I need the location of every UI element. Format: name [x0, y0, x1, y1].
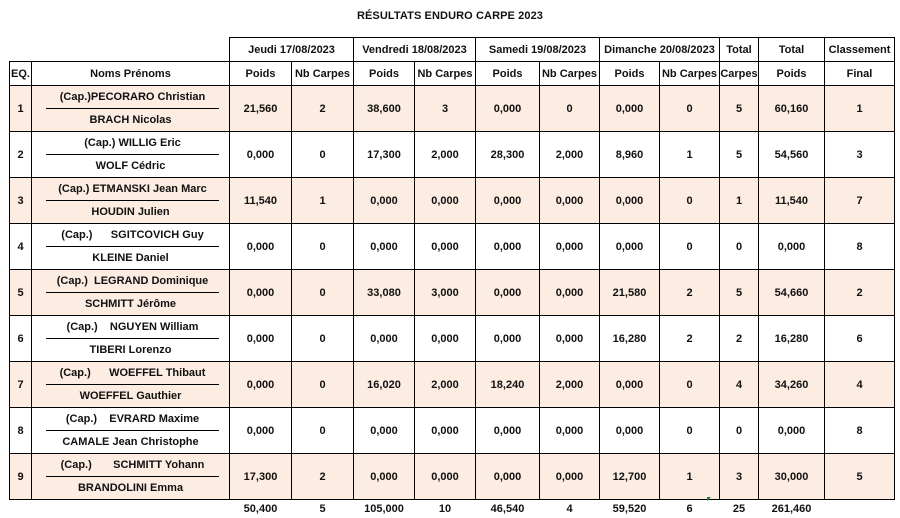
total-poids-cell: 0,000	[759, 408, 825, 454]
nb-carpes-cell: 0	[292, 132, 354, 178]
day-header: Vendredi 18/08/2023	[354, 38, 476, 62]
poids-cell: 0,000	[230, 224, 292, 270]
nb-carpes-cell: 0	[660, 86, 720, 132]
final-rank-cell: 6	[825, 316, 895, 362]
eq-number: 3	[10, 178, 32, 224]
captain-name: (Cap.) EVRARD Maxime	[46, 408, 219, 431]
nb-carpes-cell: 3,000	[415, 270, 476, 316]
poids-cell: 17,300	[230, 454, 292, 500]
poids-cell: 0,000	[476, 316, 540, 362]
teammate-name: CAMALE Jean Christophe	[32, 431, 229, 453]
nb-carpes-cell: 2,000	[540, 132, 600, 178]
total-carpes-cell: 4	[720, 362, 759, 408]
poids-cell: 38,600	[354, 86, 415, 132]
grand-total-cell: 261,460	[759, 500, 825, 518]
nb-carpes-cell: 0	[292, 316, 354, 362]
nb-carpes-cell: 2	[660, 316, 720, 362]
eq-number: 1	[10, 86, 32, 132]
nb-carpes-cell: 0	[660, 178, 720, 224]
final-rank-cell: 3	[825, 132, 895, 178]
poids-cell: 0,000	[354, 178, 415, 224]
nb-carpes-cell: 0	[292, 362, 354, 408]
total-poids-header: Total	[759, 38, 825, 62]
totals-row	[10, 500, 895, 518]
final-rank-cell: 4	[825, 362, 895, 408]
eq-number: 6	[10, 316, 32, 362]
poids-cell: 0,000	[476, 178, 540, 224]
final-rank-cell: 7	[825, 178, 895, 224]
day-header: Dimanche 20/08/2023	[600, 38, 720, 62]
nb-carpes-cell: 0,000	[540, 408, 600, 454]
total-carpes-cell: 1	[720, 178, 759, 224]
total-poids-cell: 34,260	[759, 362, 825, 408]
total-poids-cell: 54,560	[759, 132, 825, 178]
captain-name: (Cap.) NGUYEN William	[46, 316, 219, 339]
teammate-name: KLEINE Daniel	[32, 247, 229, 269]
poids-cell: 21,560	[230, 86, 292, 132]
total-poids-cell: 30,000	[759, 454, 825, 500]
totals-blank	[10, 500, 32, 518]
total-poids-cell: 0,000	[759, 224, 825, 270]
nb-carpes-cell: 0,000	[540, 316, 600, 362]
captain-name: (Cap.)PECORARO Christian	[46, 86, 219, 109]
poids-cell: 0,000	[230, 408, 292, 454]
nb-carpes-header: Nb Carpes	[292, 62, 354, 86]
poids-cell: 0,000	[230, 132, 292, 178]
nb-carpes-cell: 1	[660, 132, 720, 178]
names-header: Noms Prénoms	[32, 62, 230, 86]
poids-cell: 18,240	[476, 362, 540, 408]
eq-number: 4	[10, 224, 32, 270]
nb-carpes-cell: 0,000	[540, 224, 600, 270]
total-poids-cell: 16,280	[759, 316, 825, 362]
poids-cell: 33,080	[354, 270, 415, 316]
poids-cell: 0,000	[230, 316, 292, 362]
eq-number: 9	[10, 454, 32, 500]
poids-header: Poids	[230, 62, 292, 86]
nb-carpes-cell: 0,000	[540, 178, 600, 224]
poids-cell: 0,000	[600, 86, 660, 132]
nb-carpes-cell: 0,000	[415, 178, 476, 224]
poids-header: Poids	[600, 62, 660, 86]
day-header: Samedi 19/08/2023	[476, 38, 600, 62]
grand-total-cell: 10	[415, 500, 476, 518]
poids-cell: 0,000	[600, 408, 660, 454]
teammate-name: SCHMITT Jérôme	[32, 293, 229, 315]
captain-name: (Cap.) WOEFFEL Thibaut	[46, 362, 219, 385]
poids-cell: 0,000	[476, 86, 540, 132]
captain-name: (Cap.) ETMANSKI Jean Marc	[46, 178, 219, 201]
team-names	[32, 132, 230, 178]
team-names	[32, 316, 230, 362]
nb-carpes-cell: 0	[540, 86, 600, 132]
nb-carpes-cell: 0	[292, 408, 354, 454]
final-rank-cell: 8	[825, 224, 895, 270]
nb-carpes-cell: 0	[292, 270, 354, 316]
carpes-header: Carpes	[720, 62, 759, 86]
poids-cell: 21,580	[600, 270, 660, 316]
nb-carpes-cell: 1	[292, 178, 354, 224]
poids-header: Poids	[354, 62, 415, 86]
nb-carpes-cell: 2	[292, 454, 354, 500]
totals-blank	[825, 500, 895, 518]
grand-total-cell: 46,540	[476, 500, 540, 518]
total-poids-cell: 54,660	[759, 270, 825, 316]
poids-cell: 0,000	[354, 224, 415, 270]
classement-header: Classement	[825, 38, 895, 62]
final-header: Final	[825, 62, 895, 86]
poids-total-header: Poids	[759, 62, 825, 86]
team-names	[32, 224, 230, 270]
nb-carpes-cell: 0,000	[415, 454, 476, 500]
teammate-name: WOLF Cédric	[32, 155, 229, 177]
final-rank-cell: 2	[825, 270, 895, 316]
poids-cell: 8,960	[600, 132, 660, 178]
poids-cell: 0,000	[354, 454, 415, 500]
nb-carpes-cell: 0	[660, 224, 720, 270]
total-carpes-cell: 5	[720, 132, 759, 178]
total-carpes-cell: 3	[720, 454, 759, 500]
grand-total-cell: 5	[292, 500, 354, 518]
total-carpes-cell: 0	[720, 408, 759, 454]
teammate-name: BRACH Nicolas	[32, 109, 229, 131]
total-carpes-cell: 0	[720, 224, 759, 270]
poids-cell: 11,540	[230, 178, 292, 224]
grand-total-cell: 6	[660, 500, 720, 518]
poids-cell: 0,000	[476, 270, 540, 316]
grand-total-cell: 105,000	[354, 500, 415, 518]
eq-number: 5	[10, 270, 32, 316]
nb-carpes-header: Nb Carpes	[415, 62, 476, 86]
day-header: Jeudi 17/08/2023	[230, 38, 354, 62]
poids-cell: 0,000	[476, 224, 540, 270]
captain-name: (Cap.) LEGRAND Dominique	[46, 270, 219, 293]
nb-carpes-cell: 2	[292, 86, 354, 132]
total-header: Total	[720, 38, 759, 62]
nb-carpes-cell: 0,000	[540, 270, 600, 316]
nb-carpes-cell: 0	[292, 224, 354, 270]
header-row-days	[10, 38, 895, 62]
poids-cell: 12,700	[600, 454, 660, 500]
final-rank-cell: 1	[825, 86, 895, 132]
total-carpes-cell: 5	[720, 270, 759, 316]
nb-carpes-cell: 3	[415, 86, 476, 132]
nb-carpes-header: Nb Carpes	[660, 62, 720, 86]
poids-cell: 0,000	[230, 362, 292, 408]
captain-name: (Cap.) SGITCOVICH Guy	[46, 224, 219, 247]
cell-comment-marker	[707, 497, 711, 501]
header-blank-names	[32, 38, 230, 62]
team-names	[32, 408, 230, 454]
final-rank-cell: 8	[825, 408, 895, 454]
eq-number: 8	[10, 408, 32, 454]
poids-cell: 0,000	[600, 224, 660, 270]
nb-carpes-cell: 2,000	[540, 362, 600, 408]
captain-name: (Cap.) WILLIG Eric	[46, 132, 219, 155]
poids-cell: 0,000	[354, 316, 415, 362]
nb-carpes-cell: 0,000	[540, 454, 600, 500]
team-names	[32, 270, 230, 316]
nb-carpes-cell: 0,000	[415, 316, 476, 362]
poids-cell: 0,000	[476, 454, 540, 500]
poids-cell: 0,000	[354, 408, 415, 454]
nb-carpes-cell: 0,000	[415, 408, 476, 454]
poids-cell: 0,000	[476, 408, 540, 454]
team-names	[32, 178, 230, 224]
totals-blank	[32, 500, 230, 518]
poids-header: Poids	[476, 62, 540, 86]
nb-carpes-cell: 1	[660, 454, 720, 500]
nb-carpes-header: Nb Carpes	[540, 62, 600, 86]
team-names	[32, 362, 230, 408]
captain-name: (Cap.) SCHMITT Yohann	[46, 454, 219, 477]
eq-number: 2	[10, 132, 32, 178]
final-rank-cell: 5	[825, 454, 895, 500]
page-title: RÉSULTATS ENDURO CARPE 2023	[0, 10, 900, 22]
grand-total-cell: 4	[540, 500, 600, 518]
total-carpes-cell: 2	[720, 316, 759, 362]
grand-total-cell: 25	[720, 500, 759, 518]
nb-carpes-cell: 0,000	[415, 224, 476, 270]
header-row-columns	[10, 62, 895, 86]
poids-cell: 0,000	[600, 178, 660, 224]
teammate-name: WOEFFEL Gauthier	[32, 385, 229, 407]
total-poids-cell: 11,540	[759, 178, 825, 224]
nb-carpes-cell: 2	[660, 270, 720, 316]
teammate-name: BRANDOLINI Emma	[32, 477, 229, 499]
teammate-name: HOUDIN Julien	[32, 201, 229, 223]
team-names	[32, 454, 230, 500]
total-poids-cell: 60,160	[759, 86, 825, 132]
nb-carpes-cell: 2,000	[415, 132, 476, 178]
poids-cell: 17,300	[354, 132, 415, 178]
poids-cell: 0,000	[230, 270, 292, 316]
nb-carpes-cell: 0	[660, 362, 720, 408]
grand-total-cell: 50,400	[230, 500, 292, 518]
grand-total-cell: 59,520	[600, 500, 660, 518]
team-names	[32, 86, 230, 132]
nb-carpes-cell: 0	[660, 408, 720, 454]
nb-carpes-cell: 2,000	[415, 362, 476, 408]
teammate-name: TIBERI Lorenzo	[32, 339, 229, 361]
poids-cell: 28,300	[476, 132, 540, 178]
results-table	[9, 37, 895, 518]
header-blank-eq	[10, 38, 32, 62]
poids-cell: 0,000	[600, 362, 660, 408]
total-carpes-cell: 5	[720, 86, 759, 132]
poids-cell: 16,020	[354, 362, 415, 408]
eq-number: 7	[10, 362, 32, 408]
poids-cell: 16,280	[600, 316, 660, 362]
eq-header: EQ.	[10, 62, 32, 86]
